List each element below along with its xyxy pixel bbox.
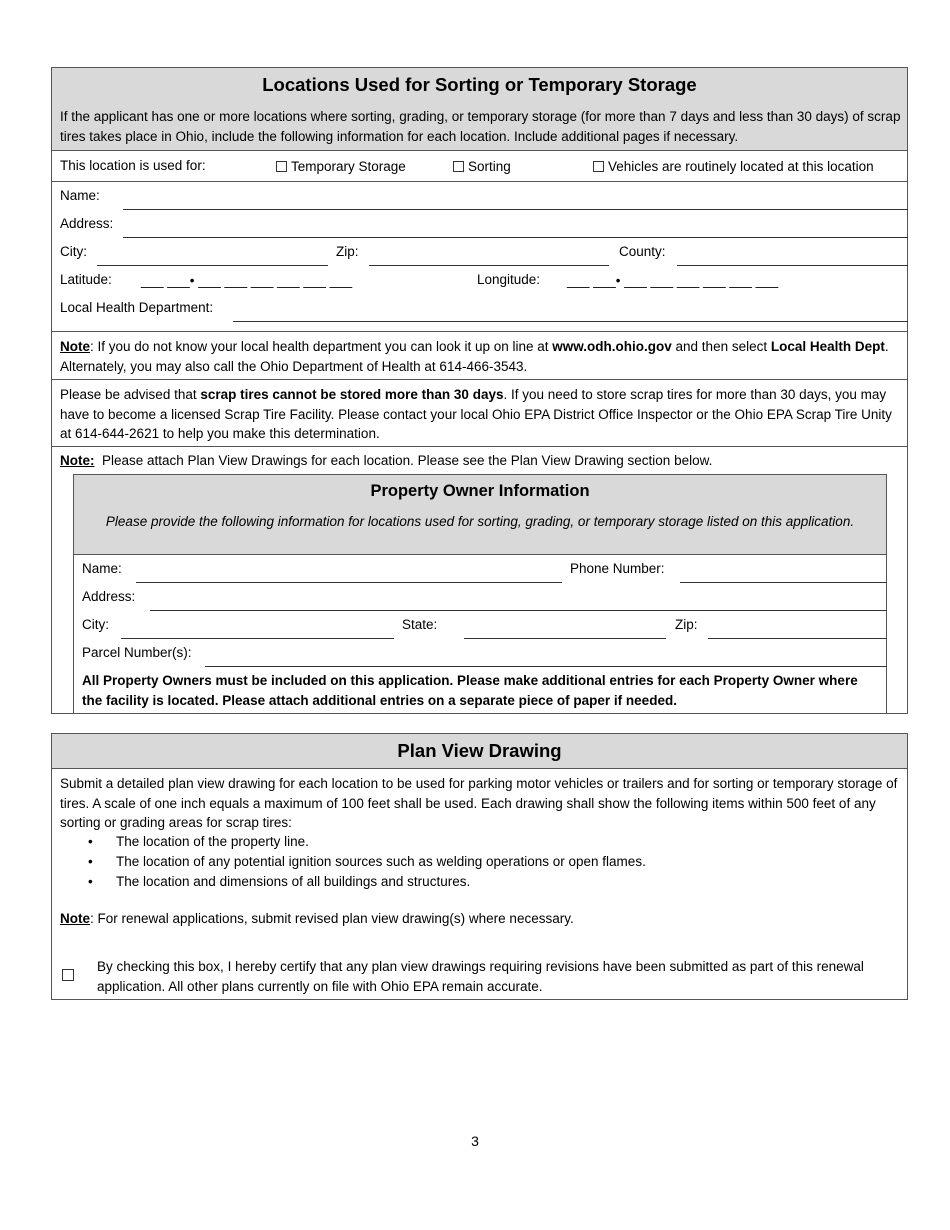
owner-address-field[interactable] xyxy=(150,610,887,611)
location-county-field[interactable] xyxy=(677,265,908,266)
locations-title: Locations Used for Sorting or Temporary Storage xyxy=(262,74,697,95)
plan-drawing-note: Note: Please attach Plan View Drawings for each location. Please see the Plan View Drawing section below. xyxy=(60,453,713,468)
checkbox-sorting[interactable] xyxy=(453,161,464,172)
owner-phone-field[interactable] xyxy=(680,582,887,583)
option-temporary-storage[interactable]: Temporary Storage xyxy=(276,157,406,176)
renewal-note: Note: For renewal applications, submit revised plan view drawing(s) where necessary. xyxy=(60,911,574,926)
owner-name-field[interactable] xyxy=(136,582,562,583)
option-sorting[interactable]: Sorting xyxy=(453,157,511,176)
owner-state-field[interactable] xyxy=(464,638,666,639)
health-dept-note: Note: If you do not know your local health department you can look it up on line at www.odh.ohio.gov and then select Local Health Dept. Alternately, you may also call the Ohio Department of Health at 614-466-3543. xyxy=(60,339,889,374)
parcel-field[interactable] xyxy=(205,666,887,667)
checkbox-vehicles[interactable] xyxy=(593,161,604,172)
storage-advisory: Please be advised that scrap tires cannot be stored more than 30 days. If you need to store scrap tires for more than 30 days, you may have to become a licensed Scrap Tire Facility. Please contact your local Ohio EPA District Office Inspector or the Ohio EPA Scrap Tire Unity at 614-644-2621 to help you make this determination. xyxy=(60,387,892,441)
owner-city-field[interactable] xyxy=(121,638,394,639)
location-zip-label: Zip: xyxy=(336,244,359,259)
owner-state-label: State: xyxy=(402,617,438,632)
list-item: • The location and dimensions of all buildings and structures. xyxy=(60,872,902,892)
location-zip-field[interactable] xyxy=(369,265,609,266)
location-address-label: Address: xyxy=(60,216,114,231)
owner-zip-label: Zip: xyxy=(675,617,698,632)
owner-zip-field[interactable] xyxy=(708,638,887,639)
owner-city-label: City: xyxy=(82,617,109,632)
health-dept-field[interactable] xyxy=(233,321,908,322)
list-item: • The location of any potential ignition sources such as welding operations or open flames. xyxy=(60,852,902,872)
plan-title: Plan View Drawing xyxy=(397,740,562,761)
plan-bullet-list xyxy=(60,832,902,892)
option-vehicles[interactable]: Vehicles are routinely located at this location xyxy=(593,157,874,176)
location-city-label: City: xyxy=(60,244,87,259)
location-address-field[interactable] xyxy=(123,237,908,238)
location-name-label: Name: xyxy=(60,188,100,203)
used-for-label: This location is used for: xyxy=(60,158,206,173)
checkbox-temporary-storage[interactable] xyxy=(276,161,287,172)
longitude-field[interactable]: ___ ___• ___ ___ ___ ___ ___ ___ xyxy=(567,273,779,288)
locations-intro: If the applicant has one or more locations where sorting, grading, or temporary storage (for more than 7 days and less than 30 days) of scrap tires takes place in Ohio, include the following information for each location. Include additional pages if necessary. xyxy=(60,109,901,144)
owner-subtitle: Please provide the following information for locations used for sorting, grading, or temporary storage listed on this application. xyxy=(105,514,855,529)
owner-phone-label: Phone Number: xyxy=(570,561,665,576)
location-name-field[interactable] xyxy=(123,209,908,210)
location-city-field[interactable] xyxy=(97,265,328,266)
plan-intro: Submit a detailed plan view drawing for each location to be used for parking motor vehicles or trailers and for sorting or temporary storage of tires. A scale of one inch equals a maximum of 100 feet shall be used. Each drawing shall show the following items within 500 feet of any sorting or grading areas for scrap tires: xyxy=(60,776,898,830)
list-item: • The location of the property line. xyxy=(60,832,902,852)
latitude-field[interactable]: ___ ___• ___ ___ ___ ___ ___ ___ xyxy=(141,273,353,288)
location-county-label: County: xyxy=(619,244,666,259)
health-dept-label: Local Health Department: xyxy=(60,300,214,315)
certify-text: By checking this box, I hereby certify that any plan view drawings requiring revisions have been submitted as part of this renewal application. All other plans currently on file with Ohio EPA remain accurate. xyxy=(97,959,864,994)
certify-checkbox[interactable] xyxy=(62,969,74,981)
owner-title: Property Owner Information xyxy=(370,482,590,500)
latitude-label: Latitude: xyxy=(60,272,112,287)
parcel-label: Parcel Number(s): xyxy=(82,645,192,660)
owner-footer: All Property Owners must be included on this application. Please make additional entries for each Property Owner where the facility is located. Please attach additional entries on a separate piece of paper if needed. xyxy=(82,673,858,708)
owner-address-label: Address: xyxy=(82,589,136,604)
owner-name-label: Name: xyxy=(82,561,122,576)
page-number: 3 xyxy=(471,1133,479,1149)
longitude-label: Longitude: xyxy=(477,272,541,287)
